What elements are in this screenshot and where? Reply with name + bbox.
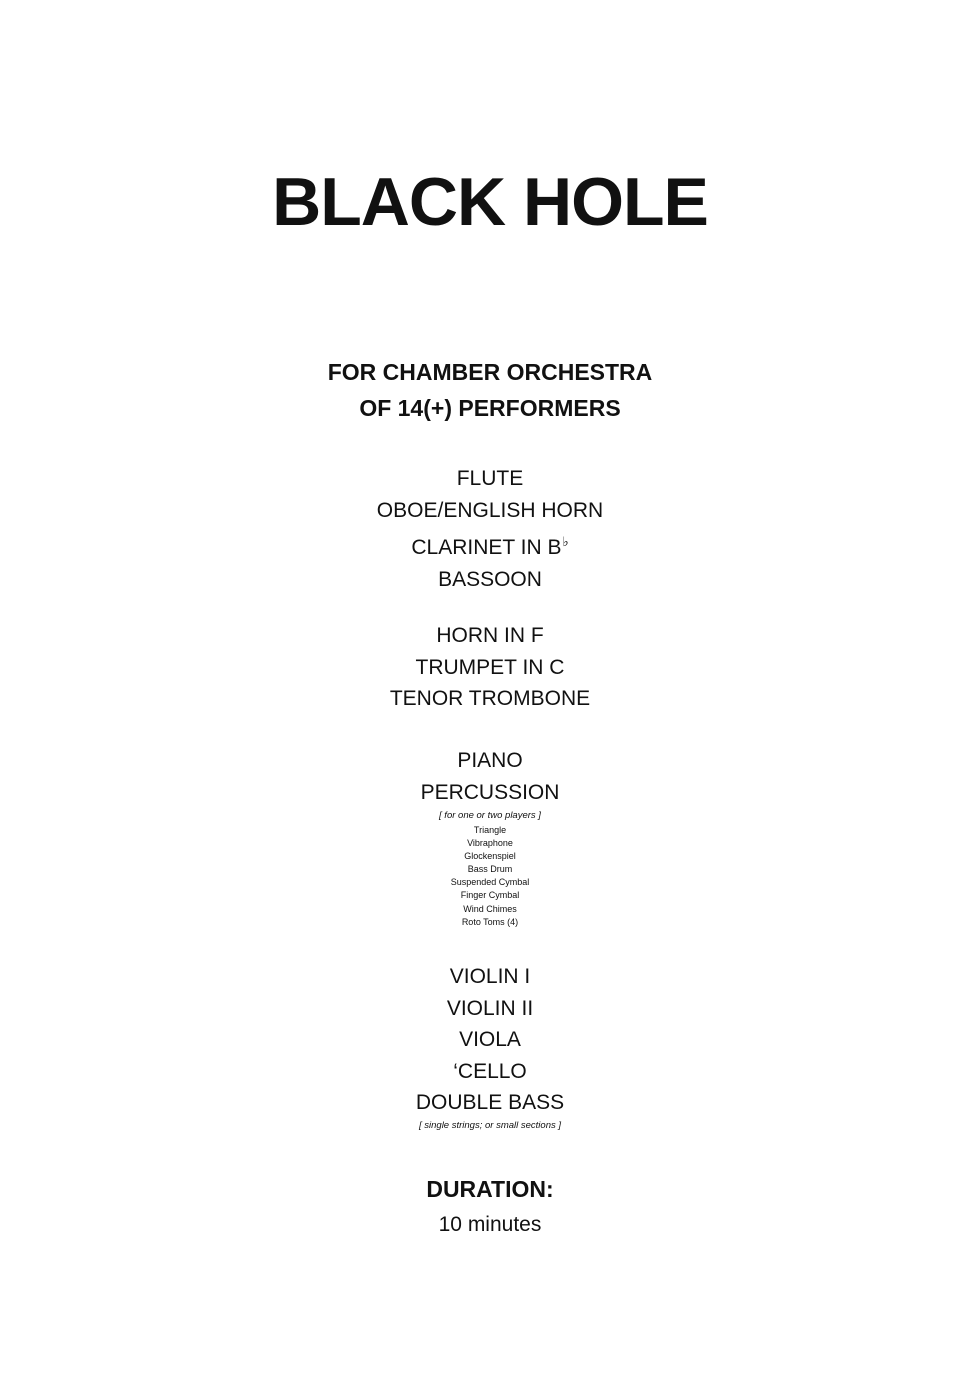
subtitle-line-2: OF 14(+) PERFORMERS [359,395,621,421]
clarinet-label: CLARINET IN B [411,536,562,559]
subtitle [0,354,980,426]
duration-label: DURATION: [426,1176,554,1202]
keyboard-percussion-group [0,745,980,808]
instrument-trombone: TENOR TROMBONE [389,687,591,710]
instrument-horn: HORN IN F [436,624,544,647]
instrument-violin-2: VIOLIN II [446,996,534,1020]
percussion-note: [ for one or two players ] [439,810,541,821]
flat-symbol: ♭ [562,534,569,549]
instrument-clarinet [0,526,980,564]
percussion-item: Suspended Cymbal [450,877,530,888]
percussion-item: Bass Drum [467,864,513,875]
percussion-item: Roto Toms (4) [461,916,519,927]
instrument-cello: ‘CELLO [453,1059,527,1083]
percussion-item: Glockenspiel [464,851,516,862]
strings-group [0,961,980,1119]
instrument-oboe-english-horn: OBOE/ENGLISH HORN [376,498,604,522]
instrument-violin-1: VIOLIN I [449,965,531,988]
instrument-trumpet: TRUMPET IN C [415,655,565,679]
percussion-item: Vibraphone [467,838,513,849]
brass-group [0,620,980,715]
woodwinds-group [0,463,980,595]
instrument-piano: PIANO [457,749,523,772]
strings-note: [ single strings; or small sections ] [418,1120,562,1131]
instrument-viola: VIOLA [459,1028,521,1051]
page-title: BLACK HOLE [272,164,708,240]
percussion-item: Triangle [473,825,507,835]
instrument-bassoon: BASSOON [438,567,542,591]
instrument-percussion: PERCUSSION [420,780,560,804]
percussion-instrument-list [0,824,980,929]
instrument-flute: FLUTE [456,467,524,490]
subtitle-line-1: FOR CHAMBER ORCHESTRA [327,359,653,385]
percussion-item: Finger Cymbal [460,890,520,901]
duration-value: 10 minutes [438,1213,542,1236]
percussion-item: Wind Chimes [463,903,517,914]
instrument-double-bass: DOUBLE BASS [415,1091,565,1114]
